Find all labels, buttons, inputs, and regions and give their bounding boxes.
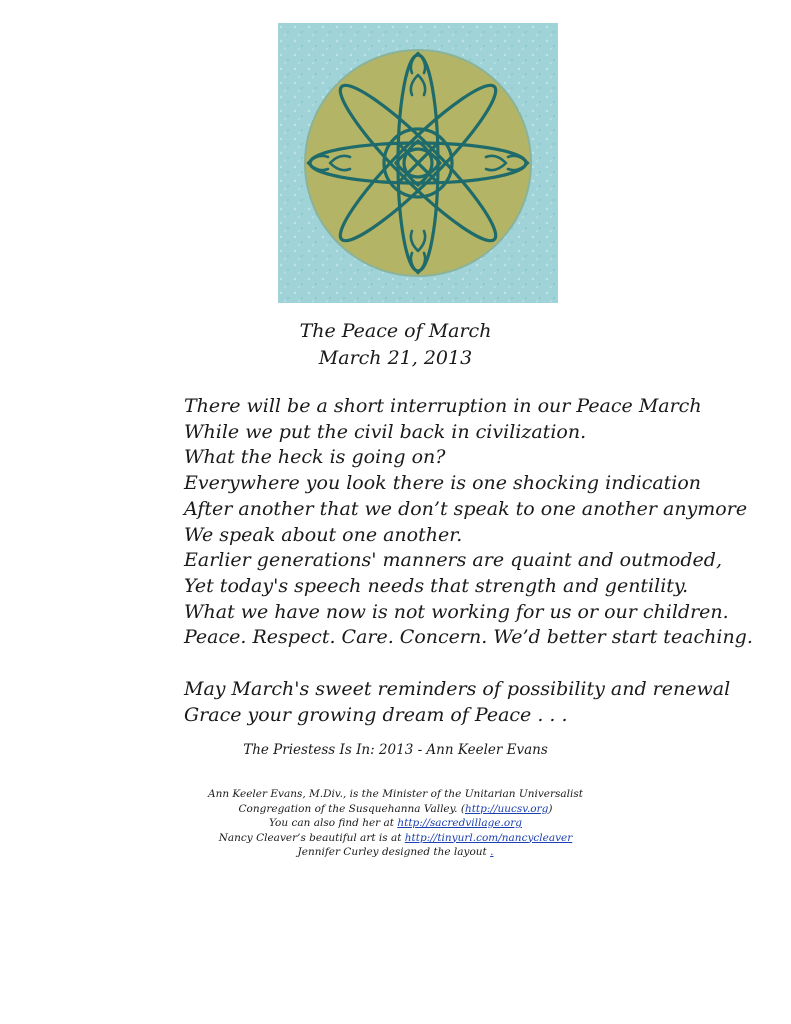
nancycleaver-link[interactable]: http://tinyurl.com/nancycleaver — [404, 831, 573, 844]
knot-peace-emblem-icon — [278, 23, 558, 303]
credit-line: Ann Keeler Evans, M.Div., is the Minister of the Unitarian Universalist — [207, 788, 583, 800]
attribution: The Priestess Is In: 2013 - Ann Keeler Evans — [243, 742, 548, 758]
poem-line: What the heck is going on? — [184, 446, 446, 469]
credit-text: Nancy Cleaver’s beautiful art is at — [218, 831, 405, 844]
title-block — [0, 318, 791, 372]
credit-text: You can also find her at — [269, 817, 398, 829]
credit-text: ) — [548, 802, 553, 815]
credit-text: Jennifer Curley designed the layout — [297, 846, 491, 858]
page-title: The Peace of March — [299, 320, 492, 342]
poem-line: While we put the civil back in civilization. — [184, 420, 587, 443]
credit-text: Congregation of the Susquehanna Valley. ( — [238, 802, 465, 815]
credit-line — [0, 831, 791, 846]
poem-line: After another that we don’t speak to one another anymore — [184, 497, 748, 520]
uucsv-link[interactable]: http://uucsv.org — [464, 802, 549, 815]
closing-line: Grace your growing dream of Peace . . . — [184, 703, 568, 726]
poem-line: Earlier generations' manners are quaint and outmoded, — [184, 549, 722, 572]
poem-line: There will be a short interruption in our Peace March — [184, 395, 702, 417]
poem-line: Everywhere you look there is one shocking indication — [184, 472, 702, 495]
poem-line: Yet today's speech needs that strength and gentility. — [184, 574, 689, 597]
poem-body — [184, 394, 753, 651]
poem-line: We speak about one another. — [184, 523, 463, 546]
credit-line — [0, 802, 791, 817]
sacredvillage-link[interactable]: http://sacredvillage.org — [397, 817, 522, 829]
closing-line: May March's sweet reminders of possibility and renewal — [184, 678, 731, 700]
page-date: March 21, 2013 — [318, 347, 473, 369]
poem-line: What we have now is not working for us or our children. — [184, 600, 729, 623]
peace-emblem-artwork — [278, 23, 558, 303]
poem-line: Peace. Respect. Care. Concern. We’d better start teaching. — [184, 626, 753, 649]
layout-link[interactable]: . — [490, 846, 494, 858]
poem-closing — [184, 677, 744, 728]
credit-line — [0, 845, 791, 860]
credits — [0, 787, 791, 860]
credit-line — [0, 816, 791, 831]
